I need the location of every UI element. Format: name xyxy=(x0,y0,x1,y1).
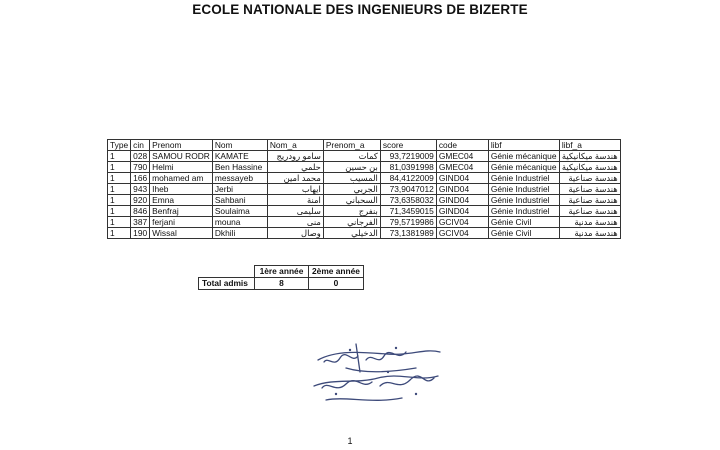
table-row xyxy=(108,195,621,206)
totals-table xyxy=(198,265,364,290)
cell-nom-a: سامو رودريج xyxy=(267,151,323,162)
cell-prenom: SAMOU RODR xyxy=(150,151,213,162)
cell-nom-a: محمد امين xyxy=(267,173,323,184)
cell-nom: Sahbani xyxy=(212,195,267,206)
cell-prenom: Benfraj xyxy=(150,206,213,217)
cell-libf: Génie mécanique xyxy=(488,162,559,173)
cell-code: GIND04 xyxy=(436,195,488,206)
cell-score: 73,6358032 xyxy=(380,195,436,206)
column-header-libf: libf xyxy=(488,140,559,151)
cell-score: 73,1381989 xyxy=(380,228,436,239)
document-title: ECOLE NATIONALE DES INGENIEURS DE BIZERTE xyxy=(192,2,528,17)
cell-type: 1 xyxy=(108,217,131,228)
table-row xyxy=(108,151,621,162)
table-row xyxy=(108,162,621,173)
totals-corner xyxy=(199,266,255,278)
cell-nom-a: سليمى xyxy=(267,206,323,217)
cell-nom-a: منى xyxy=(267,217,323,228)
cell-type: 1 xyxy=(108,228,131,239)
cell-prenom: Iheb xyxy=(150,184,213,195)
cell-nom: KAMATE xyxy=(212,151,267,162)
column-header-nom: Nom xyxy=(212,140,267,151)
cell-nom: Dkhili xyxy=(212,228,267,239)
cell-prenom-a: بنفرج xyxy=(323,206,380,217)
column-header-score: score xyxy=(380,140,436,151)
cell-prenom-a: الجربي xyxy=(323,184,380,195)
column-header-libf-a: libf_a xyxy=(559,140,620,151)
cell-libf-a: هندسة ميكانيكية xyxy=(559,162,620,173)
cell-code: GIND04 xyxy=(436,206,488,217)
cell-code: GIND04 xyxy=(436,173,488,184)
cell-nom-a: ايهاب xyxy=(267,184,323,195)
cell-cin: 920 xyxy=(131,195,150,206)
cell-prenom-a: بن حسين xyxy=(323,162,380,173)
cell-score: 81,0391998 xyxy=(380,162,436,173)
cell-libf-a: هندسة مدنية xyxy=(559,228,620,239)
table-row xyxy=(108,184,621,195)
column-header-nom-a: Nom_a xyxy=(267,140,323,151)
cell-libf-a: هندسة ميكانيكية xyxy=(559,151,620,162)
cell-nom-a: وصال xyxy=(267,228,323,239)
cell-nom: Ben Hassine xyxy=(212,162,267,173)
totals-value-year2: 0 xyxy=(309,278,364,290)
cell-cin: 846 xyxy=(131,206,150,217)
table-row xyxy=(108,217,621,228)
cell-cin: 790 xyxy=(131,162,150,173)
totals-header-year1: 1ère année xyxy=(255,266,309,278)
cell-type: 1 xyxy=(108,162,131,173)
cell-code: GMEC04 xyxy=(436,162,488,173)
cell-type: 1 xyxy=(108,206,131,217)
cell-type: 1 xyxy=(108,184,131,195)
cell-code: GCIV04 xyxy=(436,217,488,228)
cell-score: 71,3459015 xyxy=(380,206,436,217)
signature-stamp-icon xyxy=(306,338,446,410)
cell-code: GCIV04 xyxy=(436,228,488,239)
table-header-row xyxy=(108,140,621,151)
cell-type: 1 xyxy=(108,151,131,162)
cell-score: 79,5719986 xyxy=(380,217,436,228)
cell-libf-a: هندسة صناعية xyxy=(559,173,620,184)
column-header-cin: cin xyxy=(131,140,150,151)
cell-nom: mouna xyxy=(212,217,267,228)
cell-code: GIND04 xyxy=(436,184,488,195)
cell-libf-a: هندسة صناعية xyxy=(559,184,620,195)
column-header-code: code xyxy=(436,140,488,151)
cell-prenom: Emna xyxy=(150,195,213,206)
cell-code: GMEC04 xyxy=(436,151,488,162)
cell-prenom: Helmi xyxy=(150,162,213,173)
cell-prenom: Wissal xyxy=(150,228,213,239)
cell-score: 73,9047012 xyxy=(380,184,436,195)
cell-prenom-a: الدخيلي xyxy=(323,228,380,239)
cell-cin: 166 xyxy=(131,173,150,184)
column-header-prenom: Prenom xyxy=(150,140,213,151)
totals-row-label: Total admis xyxy=(199,278,255,290)
totals-row xyxy=(199,278,364,290)
cell-prenom: ferjani xyxy=(150,217,213,228)
table-row xyxy=(108,228,621,239)
cell-prenom-a: الفرجاني xyxy=(323,217,380,228)
cell-libf-a: هندسة صناعية xyxy=(559,195,620,206)
cell-nom: messayeb xyxy=(212,173,267,184)
cell-libf: Génie Industriel xyxy=(488,184,559,195)
table-row xyxy=(108,173,621,184)
cell-libf: Génie Industriel xyxy=(488,195,559,206)
cell-nom: Jerbi xyxy=(212,184,267,195)
cell-score: 84,4122009 xyxy=(380,173,436,184)
cell-libf-a: هندسة مدنية xyxy=(559,217,620,228)
cell-type: 1 xyxy=(108,173,131,184)
totals-header-row xyxy=(199,266,364,278)
cell-nom: Soulaima xyxy=(212,206,267,217)
cell-nom-a: حلمي xyxy=(267,162,323,173)
page-number: 1 xyxy=(347,436,353,446)
cell-nom-a: امنة xyxy=(267,195,323,206)
cell-cin: 943 xyxy=(131,184,150,195)
cell-prenom-a: السحباني xyxy=(323,195,380,206)
column-header-prenom-a: Prenom_a xyxy=(323,140,380,151)
cell-libf: Génie Industriel xyxy=(488,173,559,184)
admitted-students-table xyxy=(107,139,621,239)
cell-cin: 387 xyxy=(131,217,150,228)
cell-libf: Génie Civil xyxy=(488,217,559,228)
cell-libf-a: هندسة صناعية xyxy=(559,206,620,217)
cell-cin: 028 xyxy=(131,151,150,162)
cell-prenom-a: المسيب xyxy=(323,173,380,184)
cell-libf: Génie Civil xyxy=(488,228,559,239)
cell-type: 1 xyxy=(108,195,131,206)
cell-cin: 190 xyxy=(131,228,150,239)
table-row xyxy=(108,206,621,217)
cell-prenom: mohamed am xyxy=(150,173,213,184)
cell-libf: Génie mécanique xyxy=(488,151,559,162)
totals-value-year1: 8 xyxy=(255,278,309,290)
cell-prenom-a: كمات xyxy=(323,151,380,162)
cell-libf: Génie Industriel xyxy=(488,206,559,217)
cell-score: 93,7219009 xyxy=(380,151,436,162)
totals-header-year2: 2ème année xyxy=(309,266,364,278)
column-header-type: Type xyxy=(108,140,131,151)
